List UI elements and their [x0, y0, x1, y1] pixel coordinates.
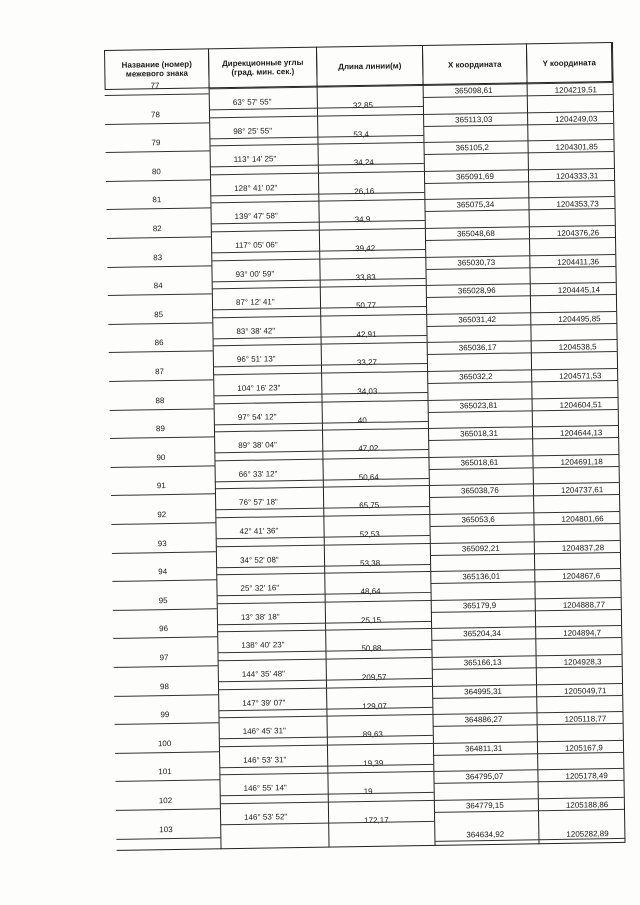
row-divider	[210, 168, 614, 175]
row-divider	[218, 711, 622, 718]
header-name: Название (номер) межевого знака	[104, 49, 209, 89]
direction-angle: 146° 55' 14"	[243, 783, 287, 794]
point-name: 100	[157, 738, 172, 749]
point-name: 80	[151, 166, 161, 177]
row-divider	[105, 122, 209, 125]
direction-angle: 98° 25' 55"	[233, 125, 273, 136]
row-divider	[110, 437, 214, 440]
y-coordinate: 1204249,03	[555, 113, 598, 124]
x-coordinate: 365038,76	[460, 486, 499, 496]
x-coordinate: 365092,21	[461, 543, 500, 554]
direction-angle: 13° 38' 18"	[240, 612, 280, 622]
point-name: 85	[154, 309, 164, 320]
row-divider	[108, 322, 212, 325]
line-length: 33,27	[356, 358, 378, 368]
point-name: 93	[157, 538, 167, 548]
row-divider	[111, 465, 215, 468]
row-divider	[434, 838, 624, 842]
line-length: 50,64	[358, 472, 379, 482]
y-coordinate: 1204219,51	[554, 85, 598, 95]
row-divider	[115, 780, 219, 783]
point-name: 83	[153, 252, 163, 262]
row-divider	[216, 540, 620, 547]
row-divider	[434, 809, 624, 813]
line-length: 34,03	[357, 386, 378, 397]
row-divider	[219, 740, 623, 747]
y-coordinate: 1204301,85	[555, 142, 598, 153]
line-length: 19	[363, 787, 373, 797]
row-divider	[211, 225, 615, 232]
x-coordinate: 364886,27	[464, 715, 503, 725]
direction-angle: 76° 57' 18"	[239, 497, 278, 508]
y-coordinate: 1204538,5	[558, 342, 597, 353]
row-divider	[106, 179, 210, 182]
row-divider	[426, 323, 616, 327]
y-coordinate: 1204495,85	[558, 314, 601, 324]
direction-angle: 128° 41' 02"	[234, 183, 278, 193]
column-divider	[316, 47, 330, 848]
column-divider	[208, 48, 222, 849]
y-coordinate: 1204894,7	[563, 628, 602, 639]
x-coordinate: 364779,15	[465, 800, 504, 811]
direction-angle: 93° 00' 59"	[235, 268, 275, 279]
x-coordinate: 365113,03	[455, 114, 493, 125]
row-divider	[425, 208, 615, 212]
direction-angle: 138° 40' 23"	[241, 640, 285, 651]
row-divider	[108, 294, 212, 297]
row-divider	[430, 523, 620, 527]
row-divider	[432, 666, 622, 670]
y-coordinate: 1204411,36	[557, 256, 600, 267]
x-coordinate: 365098,61	[454, 85, 493, 96]
direction-angle: 97° 54' 12"	[237, 411, 277, 422]
row-divider	[105, 93, 209, 96]
x-coordinate: 365031,42	[458, 314, 497, 325]
x-coordinate: 364634,92	[466, 829, 505, 839]
line-length: 53,4	[353, 129, 369, 139]
point-name: 88	[155, 395, 165, 405]
y-coordinate: 1204445,14	[557, 285, 601, 296]
row-divider	[430, 552, 620, 556]
row-divider	[425, 237, 615, 241]
row-divider	[212, 282, 616, 289]
row-divider	[111, 494, 215, 497]
row-divider	[217, 597, 621, 604]
table-bottom-border	[117, 842, 625, 851]
x-coordinate: 365105,2	[455, 143, 490, 153]
point-name: 99	[160, 710, 170, 720]
y-coordinate: 1204801,66	[561, 514, 604, 524]
y-coordinate: 1205118,77	[564, 714, 607, 725]
direction-angle: 139° 47' 58"	[234, 211, 278, 222]
header-angle: Дирекционные углы (град. мин. сек.)	[208, 48, 317, 88]
y-coordinate: 1205188,86	[565, 800, 609, 810]
row-divider	[433, 723, 623, 727]
line-length: 19,39	[363, 758, 384, 768]
point-name: 96	[159, 624, 169, 634]
y-coordinate: 1204571,53	[559, 371, 602, 381]
direction-angle: 25° 32' 16"	[240, 583, 280, 594]
y-coordinate: 1205167,9	[564, 743, 603, 753]
row-divider	[220, 797, 624, 804]
direction-angle: 66° 33' 12"	[238, 469, 278, 479]
row-divider	[423, 94, 613, 98]
x-coordinate: 365028,96	[457, 286, 496, 296]
line-length: 33,83	[355, 272, 376, 282]
point-name: 103	[159, 824, 173, 834]
y-coordinate: 1204333,31	[555, 171, 599, 181]
y-coordinate: 1204644,13	[560, 428, 603, 439]
row-divider	[215, 482, 619, 489]
point-name: 87	[154, 367, 165, 377]
x-coordinate: 365023,81	[459, 400, 498, 411]
direction-angle: 146° 53' 31"	[243, 755, 287, 765]
row-divider	[114, 665, 218, 668]
row-divider	[433, 752, 623, 756]
x-coordinate: 365018,61	[460, 457, 499, 468]
header-length: Длина линии(м)	[316, 46, 423, 86]
header-x: X координата	[422, 44, 527, 84]
direction-angle: 113° 14' 25"	[233, 154, 277, 165]
row-divider	[115, 751, 219, 754]
y-coordinate: 1204867,6	[562, 571, 601, 582]
point-name: 89	[155, 424, 165, 434]
row-divider	[214, 454, 618, 461]
y-coordinate: 1204604,51	[559, 399, 602, 410]
line-length: 32,85	[352, 100, 374, 111]
row-divider	[426, 294, 616, 298]
point-name: 90	[156, 452, 166, 463]
point-name: 101	[158, 767, 172, 777]
direction-angle: 104° 16' 23"	[237, 383, 281, 393]
line-length: 53,38	[360, 558, 381, 568]
row-divider	[428, 409, 618, 413]
y-coordinate: 1204737,61	[560, 485, 604, 496]
direction-angle: 96° 51' 13"	[236, 354, 276, 365]
row-divider	[211, 254, 615, 261]
y-coordinate: 1204353,73	[556, 199, 599, 210]
line-length: 89,63	[362, 729, 383, 740]
row-divider	[116, 837, 220, 840]
x-coordinate: 365036,17	[458, 343, 497, 353]
row-divider	[115, 722, 219, 725]
point-name: 79	[151, 138, 161, 148]
x-coordinate: 365204,34	[463, 629, 502, 639]
x-coordinate: 364811,31	[464, 743, 503, 754]
row-divider	[429, 466, 619, 470]
row-divider	[212, 311, 616, 318]
header-y: Y координата	[526, 43, 613, 82]
line-length: 172,17	[364, 815, 389, 826]
row-divider	[215, 511, 619, 518]
point-name: 81	[152, 195, 162, 205]
x-coordinate: 364995,31	[464, 686, 503, 697]
y-coordinate: 1204837,28	[561, 542, 605, 553]
row-divider	[218, 683, 622, 690]
point-name: 91	[156, 481, 166, 491]
line-length: 209,57	[361, 672, 387, 683]
direction-angle: 146° 45' 31"	[242, 726, 286, 737]
y-coordinate: 1205049,71	[564, 685, 607, 696]
x-coordinate: 365030,73	[457, 257, 496, 268]
x-coordinate: 365018,31	[460, 429, 498, 439]
row-divider	[112, 551, 216, 554]
x-coordinate: 365048,68	[456, 228, 495, 239]
line-length: 47,02	[358, 443, 379, 454]
x-coordinate: 365075,34	[456, 200, 495, 210]
direction-angle: 117° 05' 06"	[235, 240, 278, 250]
line-length: 34,24	[353, 157, 374, 168]
point-name: 95	[158, 595, 168, 606]
row-divider	[424, 151, 614, 155]
row-divider	[430, 580, 620, 584]
row-divider	[432, 695, 622, 699]
y-coordinate: 1204928,3	[563, 657, 602, 667]
x-coordinate: 364795,07	[465, 772, 504, 782]
line-length: 26,16	[354, 186, 375, 196]
line-length: 52,53	[359, 529, 380, 540]
y-coordinate: 1205178,49	[565, 771, 608, 782]
row-divider	[107, 208, 211, 211]
row-divider	[214, 425, 618, 432]
row-divider	[428, 437, 618, 441]
row-divider	[113, 608, 217, 611]
line-length: 42,91	[356, 329, 377, 339]
point-name: 84	[153, 281, 163, 291]
row-divider	[429, 494, 619, 498]
point-name: 94	[158, 567, 168, 577]
direction-angle: 63° 57' 55"	[232, 97, 272, 107]
line-length: 48,64	[360, 586, 381, 597]
x-coordinate: 365053,6	[461, 514, 495, 525]
row-divider	[431, 609, 621, 613]
row-divider	[106, 151, 210, 154]
row-divider	[219, 768, 623, 775]
row-divider	[218, 654, 622, 661]
row-divider	[423, 123, 613, 127]
row-divider	[427, 351, 617, 355]
row-divider	[109, 351, 213, 354]
row-divider	[425, 266, 615, 270]
row-divider	[213, 368, 617, 375]
line-length: 40	[357, 415, 367, 425]
point-name: 98	[159, 681, 169, 691]
y-coordinate: 1204888,77	[562, 599, 606, 610]
y-coordinate: 1204376,26	[556, 228, 600, 238]
line-length: 129,07	[362, 701, 387, 711]
row-divider	[431, 637, 621, 641]
direction-angle: 89° 38' 04"	[238, 440, 278, 451]
line-length: 25,15	[360, 615, 382, 625]
y-coordinate: 1204691,18	[560, 457, 603, 467]
row-divider	[210, 196, 614, 203]
direction-angle: 146° 53' 52"	[244, 812, 288, 822]
row-divider	[213, 339, 617, 346]
row-divider	[214, 397, 618, 404]
row-divider	[110, 408, 214, 411]
row-divider	[113, 637, 217, 640]
row-divider	[216, 568, 620, 575]
direction-angle: 42° 41' 36"	[239, 526, 279, 536]
row-divider	[109, 379, 213, 382]
direction-angle: 144° 35' 48"	[241, 669, 286, 679]
direction-angle: 83° 38' 42"	[236, 326, 276, 336]
row-divider	[210, 139, 614, 146]
x-coordinate: 365166,13	[463, 657, 502, 668]
direction-angle: 34° 52' 08"	[239, 554, 279, 565]
line-length: 39,42	[355, 243, 376, 254]
boundary-coordinates-table	[104, 42, 625, 850]
row-divider	[114, 694, 218, 697]
point-name: 77	[150, 81, 160, 91]
line-length: 65,75	[359, 501, 380, 511]
row-divider	[424, 180, 614, 184]
row-divider	[434, 780, 624, 784]
x-coordinate: 365179,9	[462, 600, 497, 611]
row-divider	[427, 380, 617, 384]
row-divider	[107, 265, 211, 268]
row-divider	[111, 522, 215, 525]
row-divider	[116, 808, 220, 811]
y-coordinate: 1205282,89	[566, 828, 609, 839]
point-name: 86	[154, 338, 164, 348]
line-length: 50,77	[355, 300, 377, 311]
row-divider	[107, 236, 211, 239]
x-coordinate: 365032,2	[459, 371, 493, 382]
direction-angle: 147° 39' 07"	[242, 697, 286, 708]
line-length: 34,9	[354, 215, 371, 225]
point-name: 102	[158, 796, 173, 806]
row-divider	[209, 111, 613, 118]
row-divider	[112, 579, 216, 582]
row-divider	[217, 625, 621, 632]
direction-angle: 87° 12' 41"	[235, 297, 275, 308]
x-coordinate: 365091,69	[455, 171, 494, 182]
x-coordinate: 365136,01	[462, 572, 501, 582]
point-name: 78	[150, 109, 160, 119]
point-name: 97	[159, 653, 169, 663]
point-name: 92	[157, 510, 167, 520]
line-length: 50,88	[361, 644, 382, 654]
point-name: 82	[152, 224, 162, 234]
